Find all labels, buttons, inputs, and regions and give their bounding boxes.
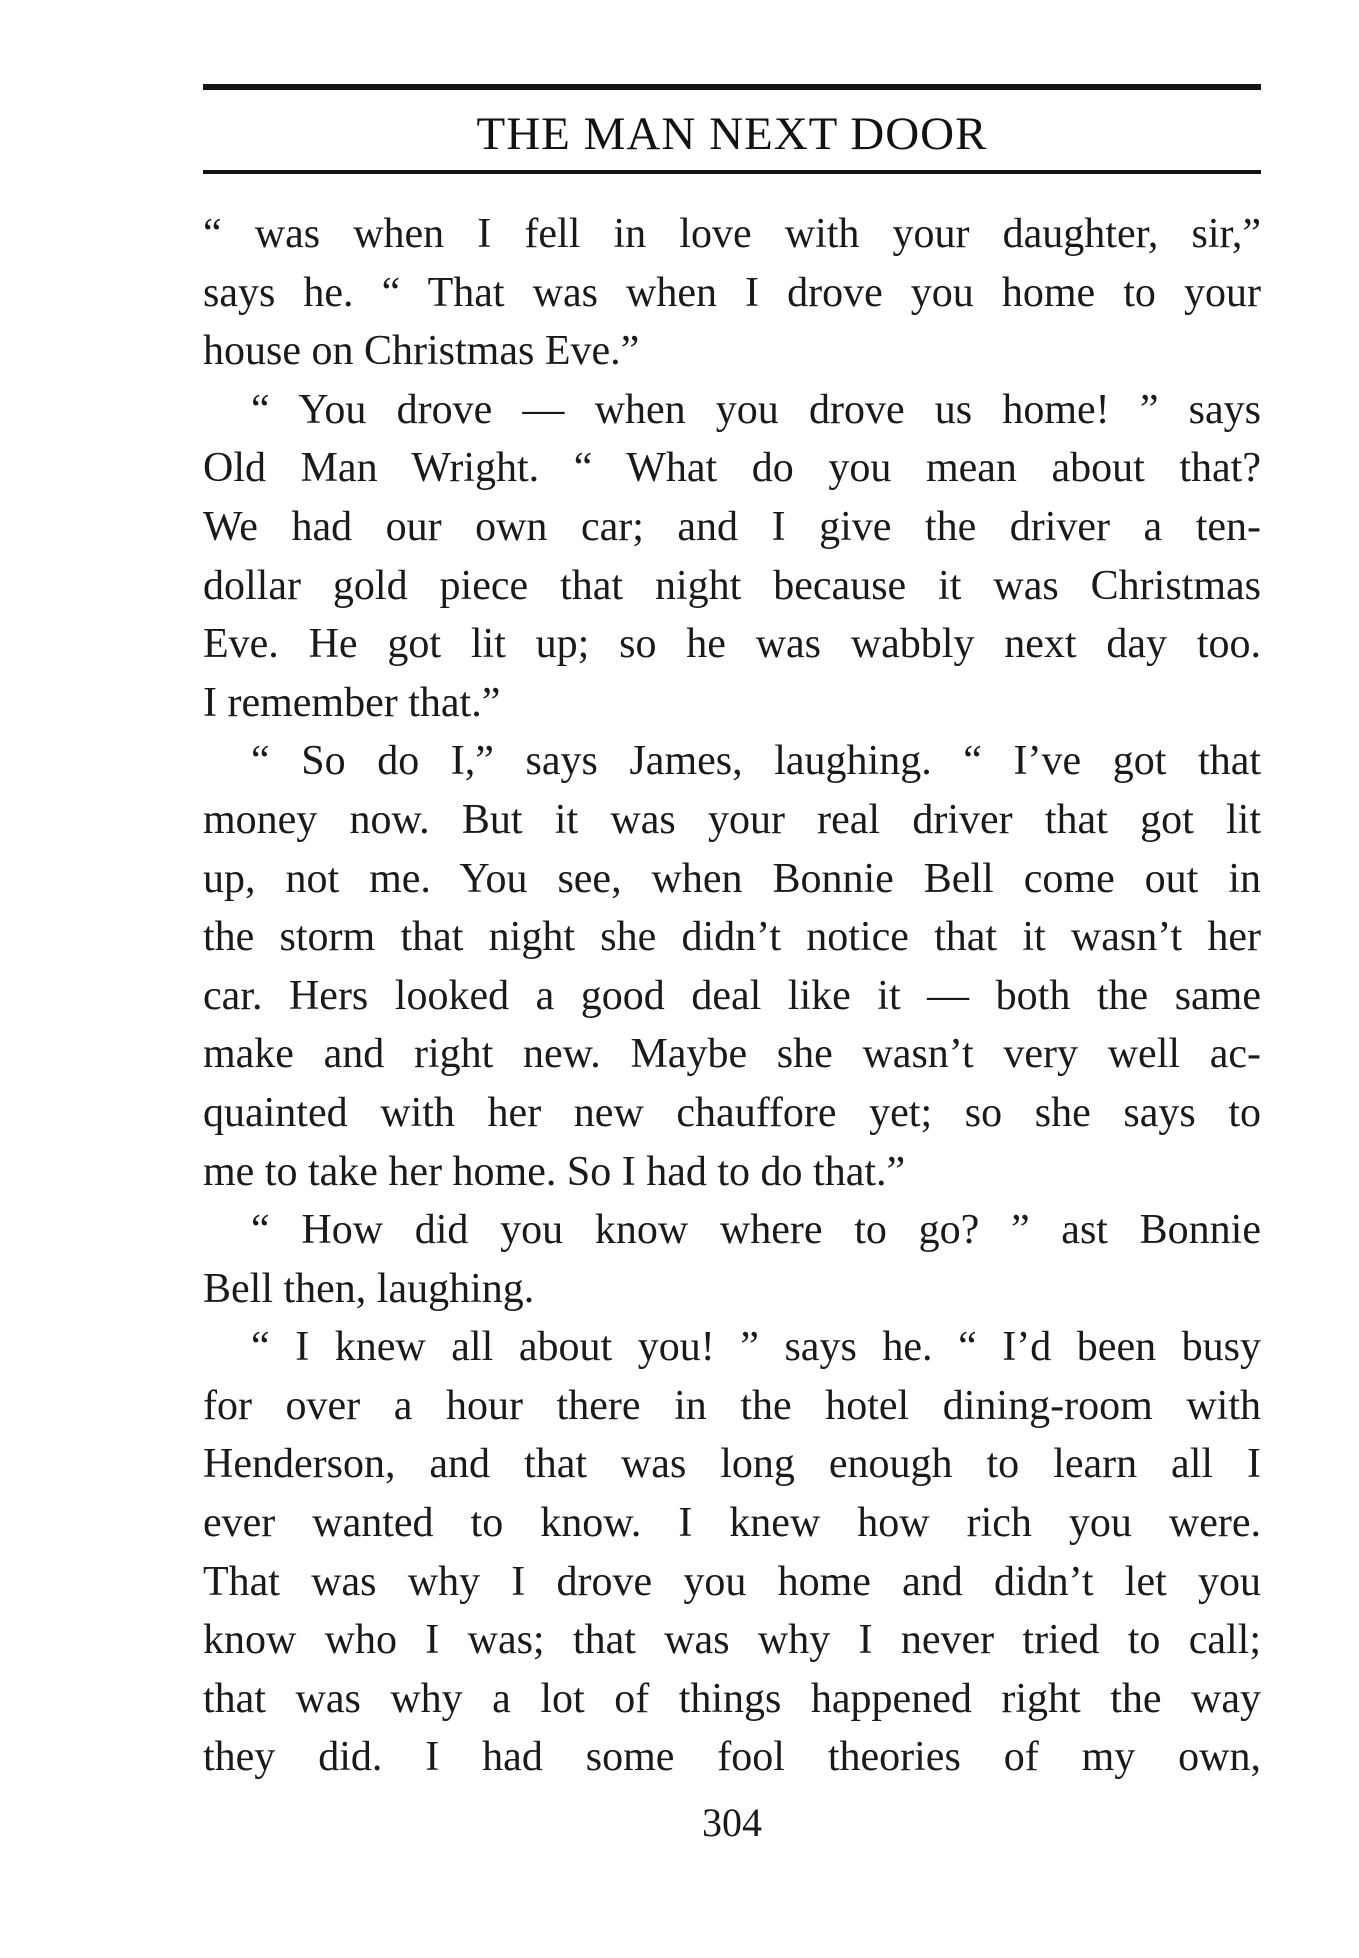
text-line: “ was when I fell in love with your daughter, sir,” (203, 211, 1261, 257)
body-text (203, 205, 1261, 1787)
page-number: 304 (702, 1800, 762, 1845)
text-line: “ I knew all about you! ” says he. “ I’d been busy (251, 1324, 1261, 1371)
text-line: I remember that.” (203, 679, 501, 726)
running-head: THE MAN NEXT DOOR (476, 108, 988, 160)
text-line: Eve. He got lit up; so he was wabbly next day too. (203, 621, 1261, 668)
text-line: Henderson, and that was long enough to learn all I (203, 1441, 1261, 1488)
text-line: that was why a lot of things happened right the way (203, 1675, 1261, 1722)
header-rule-bottom (203, 170, 1261, 174)
text-line: “ You drove — when you drove us home! ” says (251, 386, 1261, 433)
text-line: says he. “ That was when I drove you home to your (203, 269, 1261, 316)
text-line: ever wanted to know. I knew how rich you were. (203, 1500, 1261, 1547)
text-line: We had our own car; and I give the driver a ten- (203, 503, 1261, 550)
text-line: “ How did you know where to go? ” ast Bonnie (251, 1207, 1261, 1254)
text-line: the storm that night she didn’t notice that it wasn’t her (203, 914, 1261, 961)
text-line: money now. But it was your real driver that got lit (203, 796, 1261, 843)
text-line: they did. I had some fool theories of my own, (203, 1734, 1261, 1781)
text-line: make and right new. Maybe she wasn’t very well ac- (203, 1031, 1261, 1078)
text-line: dollar gold piece that night because it was Christmas (203, 562, 1261, 609)
text-line: car. Hers looked a good deal like it — both the same (203, 972, 1261, 1019)
text-line: Old Man Wright. “ What do you mean about that? (203, 445, 1261, 492)
text-line: That was why I drove you home and didn’t let you (203, 1558, 1261, 1605)
text-line: up, not me. You see, when Bonnie Bell come out in (203, 855, 1261, 902)
text-line: house on Christmas Eve.” (203, 328, 640, 375)
header-rule-top (203, 84, 1261, 90)
text-line: for over a hour there in the hotel dining-room with (203, 1382, 1261, 1429)
text-line: Bell then, laughing. (203, 1265, 535, 1312)
text-line: quainted with her new chauffore yet; so she says to (203, 1089, 1261, 1136)
text-line: know who I was; that was why I never tried to call; (203, 1617, 1261, 1664)
text-line: “ So do I,” says James, laughing. “ I’ve got that (251, 738, 1261, 785)
text-line: me to take her home. So I had to do that.” (203, 1148, 906, 1195)
